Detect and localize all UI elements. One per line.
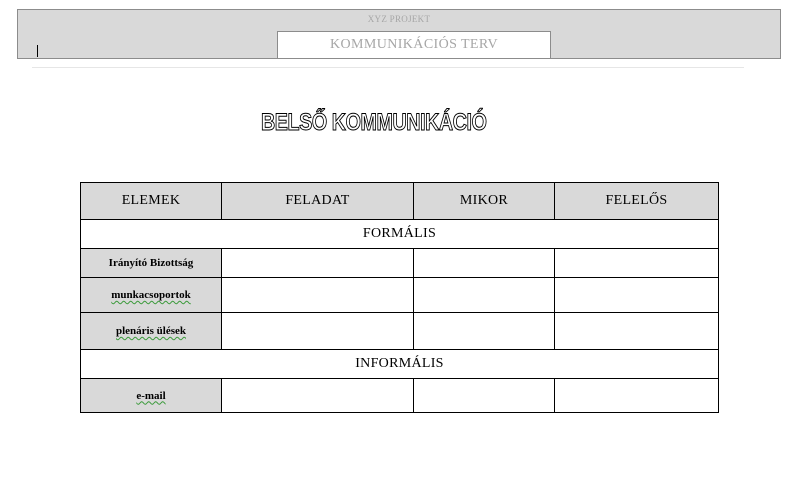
section-row-formalis <box>81 220 719 249</box>
column-header-felelos[interactable]: FELELŐS <box>555 183 719 220</box>
row-label-cell-munkacsoportok[interactable] <box>81 278 222 313</box>
cell-feladat[interactable] <box>222 278 414 313</box>
cell-felelos[interactable] <box>555 278 719 313</box>
text-cursor <box>37 45 38 57</box>
table-row <box>81 379 719 413</box>
cell-feladat[interactable] <box>222 379 414 413</box>
cell-mikor[interactable] <box>414 249 555 278</box>
page-heading: BELSŐ KOMMUNIKÁCIÓ <box>261 109 487 136</box>
page-header <box>17 9 781 59</box>
section-row-informalis <box>81 350 719 379</box>
table-header-row <box>81 183 719 220</box>
cell-felelos[interactable] <box>555 249 719 278</box>
row-label-iranyito-bizottsag[interactable]: Irányító Bizottság <box>81 249 222 278</box>
cell-mikor[interactable] <box>414 313 555 350</box>
row-label-e-mail: e-mail <box>136 389 166 402</box>
column-header-feladat[interactable]: FELADAT <box>222 183 414 220</box>
cell-feladat[interactable] <box>222 249 414 278</box>
row-label-cell-plenaris-ulesek[interactable] <box>81 313 222 350</box>
project-name: XYZ PROJEKT <box>367 14 431 24</box>
document-title-field[interactable]: KOMMUNIKÁCIÓS TERV <box>277 31 551 59</box>
communication-table <box>80 182 719 413</box>
cell-felelos[interactable] <box>555 313 719 350</box>
row-label-plenaris-ulesek: plenáris ülések <box>116 325 186 337</box>
table-row <box>81 313 719 350</box>
header-divider <box>32 67 744 68</box>
table-row <box>81 278 719 313</box>
section-title-formalis[interactable]: FORMÁLIS <box>81 220 719 249</box>
section-title-informalis[interactable]: INFORMÁLIS <box>81 350 719 379</box>
row-label-munkacsoportok: munkacsoportok <box>111 289 191 301</box>
column-header-mikor[interactable]: MIKOR <box>414 183 555 220</box>
cell-felelos[interactable] <box>555 379 719 413</box>
cell-mikor[interactable] <box>414 278 555 313</box>
row-label-cell-e-mail[interactable] <box>81 379 222 413</box>
cell-mikor[interactable] <box>414 379 555 413</box>
cell-feladat[interactable] <box>222 313 414 350</box>
table-row <box>81 249 719 278</box>
column-header-elemek[interactable]: ELEMEK <box>81 183 222 220</box>
